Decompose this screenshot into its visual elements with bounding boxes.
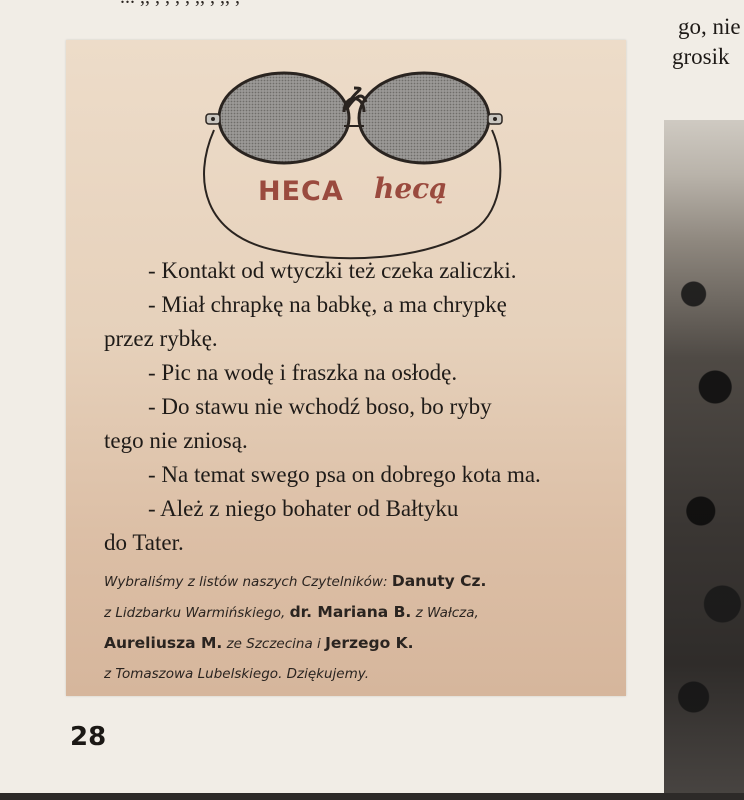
glasses-illustration (194, 70, 514, 270)
joke-line: - Ależ z niego bohater od Bałtyku (148, 496, 459, 521)
joke-line: - Kontakt od wtyczki też czeka zaliczki. (148, 258, 517, 283)
joke-line: do Tater. (104, 530, 184, 555)
tree-photo (664, 120, 744, 800)
credits-text: z Tomaszowa Lubelskiego. Dziękujemy. (104, 666, 369, 682)
joke-line: - Na temat swego psa on dobrego kota ma. (148, 462, 541, 487)
joke-line: tego nie zniosą. (104, 428, 248, 453)
right-fragment-1: go, nie (678, 14, 741, 39)
credits-text: z Wałcza, (415, 605, 479, 621)
joke-line: - Miał chrapkę na babkę, a ma chrypkę (148, 292, 507, 317)
credits-name: Danuty Cz. (391, 572, 487, 590)
joke-card (66, 40, 626, 696)
page-number: 28 (70, 722, 107, 752)
credits-name: dr. Mariana B. (289, 603, 412, 621)
credits-text: Wybraliśmy z listów naszych Czytelników: (104, 574, 388, 590)
logo-heca: HECA (258, 176, 344, 207)
top-clipped-line (120, 0, 240, 9)
logo-heca-italic: hecą (374, 172, 448, 205)
joke-line: przez rybkę. (104, 326, 218, 351)
credits-text: ze Szczecina i (226, 636, 321, 652)
joke-line: - Do stawu nie wchodź boso, bo ryby (148, 394, 492, 419)
credits-text: z Lidzbarku Warmińskiego, (104, 605, 286, 621)
credits (104, 566, 604, 689)
credits-name: Jerzego K. (325, 634, 414, 652)
joke-line: - Pic na wodę i fraszka na osłodę. (148, 360, 458, 385)
jokes-list (104, 254, 604, 560)
credits-name: Aureliusza M. (104, 634, 223, 652)
right-fragment-2: grosik (672, 44, 730, 69)
bottom-edge (0, 793, 744, 800)
